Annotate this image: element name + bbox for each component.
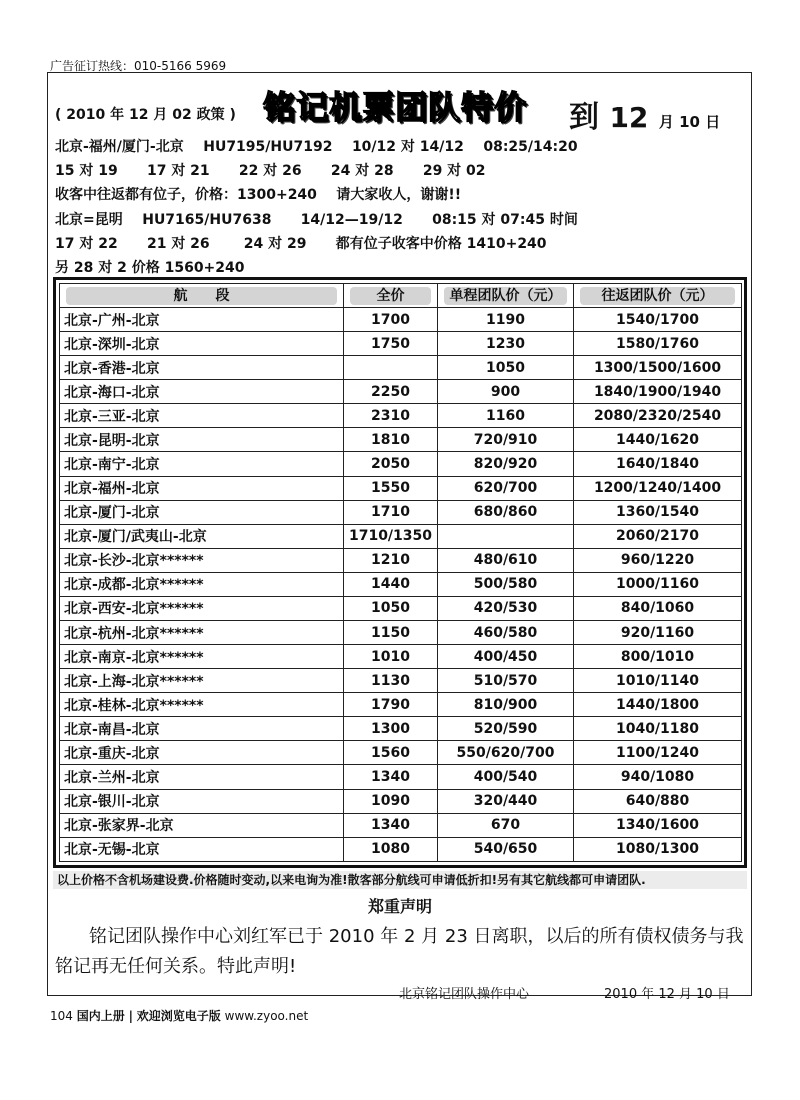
table-row bbox=[60, 356, 742, 380]
cell-full-price: 1130 bbox=[344, 669, 438, 693]
cell-round-trip-price: 1300/1500/1600 bbox=[574, 356, 742, 380]
cell-route: 北京-三亚-北京 bbox=[60, 404, 344, 428]
cell-route: 北京-重庆-北京 bbox=[60, 741, 344, 765]
cell-full-price: 1700 bbox=[344, 308, 438, 332]
cell-one-way-price: 550/620/700 bbox=[438, 741, 574, 765]
page-number: 104 bbox=[50, 1009, 73, 1023]
promo-text: 欢迎浏览电子版 bbox=[136, 1009, 221, 1023]
cell-round-trip-price: 800/1010 bbox=[574, 645, 742, 669]
cell-full-price bbox=[344, 356, 438, 380]
cell-route: 北京-成都-北京****** bbox=[60, 572, 344, 596]
cell-route: 北京-上海-北京****** bbox=[60, 669, 344, 693]
website-url: www.zyoo.net bbox=[224, 1009, 309, 1023]
declaration-signer: 北京铭记团队操作中心 bbox=[399, 987, 530, 1002]
cell-round-trip-price: 1540/1700 bbox=[574, 308, 742, 332]
table-row bbox=[60, 596, 742, 620]
table-row bbox=[60, 500, 742, 524]
table-row bbox=[60, 693, 742, 717]
cell-route: 北京-昆明-北京 bbox=[60, 428, 344, 452]
cell-route: 北京-厦门/武夷山-北京 bbox=[60, 524, 344, 548]
cell-route: 北京-杭州-北京****** bbox=[60, 621, 344, 645]
cell-one-way-price: 720/910 bbox=[438, 428, 574, 452]
cell-full-price: 1440 bbox=[344, 572, 438, 596]
cell-round-trip-price: 920/1160 bbox=[574, 621, 742, 645]
cell-one-way-price: 420/530 bbox=[438, 596, 574, 620]
cell-full-price: 1210 bbox=[344, 548, 438, 572]
cell-route: 北京-厦门-北京 bbox=[60, 500, 344, 524]
cell-one-way-price: 510/570 bbox=[438, 669, 574, 693]
cell-round-trip-price: 1340/1600 bbox=[574, 813, 742, 837]
table-row bbox=[60, 717, 742, 741]
cell-one-way-price: 680/860 bbox=[438, 500, 574, 524]
declaration-title: 郑重声明 bbox=[367, 897, 432, 916]
table-row bbox=[60, 837, 742, 861]
cell-one-way-price: 1190 bbox=[438, 308, 574, 332]
table-row bbox=[60, 548, 742, 572]
cell-one-way-price: 320/440 bbox=[438, 789, 574, 813]
cell-full-price: 1010 bbox=[344, 645, 438, 669]
cell-full-price: 1710/1350 bbox=[344, 524, 438, 548]
cell-route: 北京-银川-北京 bbox=[60, 789, 344, 813]
cell-route: 北京-南宁-北京 bbox=[60, 452, 344, 476]
brand-title: 铭记机票团队特价 bbox=[263, 88, 528, 126]
cell-round-trip-price: 1200/1240/1400 bbox=[574, 476, 742, 500]
cell-round-trip-price: 1360/1540 bbox=[574, 500, 742, 524]
cell-round-trip-price: 1580/1760 bbox=[574, 332, 742, 356]
section-name: 国内上册 bbox=[76, 1009, 125, 1023]
cell-one-way-price bbox=[438, 524, 574, 548]
price-table bbox=[59, 283, 742, 862]
cell-round-trip-price: 1040/1180 bbox=[574, 717, 742, 741]
cell-full-price: 1150 bbox=[344, 621, 438, 645]
cell-full-price: 1080 bbox=[344, 837, 438, 861]
cell-full-price: 1050 bbox=[344, 596, 438, 620]
cell-round-trip-price: 1440/1800 bbox=[574, 693, 742, 717]
cell-route: 北京-张家界-北京 bbox=[60, 813, 344, 837]
table-row bbox=[60, 621, 742, 645]
declaration-date: 2010 年 12 月 10 日 bbox=[604, 987, 730, 1002]
valid-until-tail: 月 10 日 bbox=[658, 113, 721, 131]
valid-until bbox=[569, 92, 720, 136]
ad-hotline: 广告征订热线：010-5166 5969 bbox=[50, 59, 227, 73]
cell-route: 北京-香港-北京 bbox=[60, 356, 344, 380]
info-line: 收客中往返都有位子，价格：1300+240 请大家收人，谢谢!! bbox=[55, 187, 462, 204]
cell-one-way-price: 400/450 bbox=[438, 645, 574, 669]
cell-one-way-price: 1160 bbox=[438, 404, 574, 428]
info-line: 17 对 22 21 对 26 24 对 29 都有位子收客中价格 1410+240 bbox=[55, 235, 547, 252]
cell-route: 北京-深圳-北京 bbox=[60, 332, 344, 356]
cell-one-way-price: 480/610 bbox=[438, 548, 574, 572]
cell-one-way-price: 400/540 bbox=[438, 765, 574, 789]
info-line: 15 对 19 17 对 21 22 对 26 24 对 28 29 对 02 bbox=[55, 163, 486, 180]
table-row bbox=[60, 428, 742, 452]
cell-round-trip-price: 1080/1300 bbox=[574, 837, 742, 861]
cell-round-trip-price: 1000/1160 bbox=[574, 572, 742, 596]
col-header-one-way: 单程团队价（元） bbox=[438, 284, 574, 308]
cell-one-way-price: 1050 bbox=[438, 356, 574, 380]
cell-round-trip-price: 960/1220 bbox=[574, 548, 742, 572]
cell-full-price: 1340 bbox=[344, 813, 438, 837]
table-row bbox=[60, 645, 742, 669]
cell-full-price: 1810 bbox=[344, 428, 438, 452]
cell-one-way-price: 1230 bbox=[438, 332, 574, 356]
table-row bbox=[60, 572, 742, 596]
cell-route: 北京-桂林-北京****** bbox=[60, 693, 344, 717]
table-row bbox=[60, 452, 742, 476]
cell-full-price: 1340 bbox=[344, 765, 438, 789]
table-row bbox=[60, 476, 742, 500]
price-notice: 以上价格不含机场建设费.价格随时变动,以来电询为准!散客部分航线可申请低折扣!另有其它航线都可申请团队. bbox=[53, 871, 747, 889]
cell-one-way-price: 540/650 bbox=[438, 837, 574, 861]
page-footer bbox=[50, 1007, 308, 1024]
table-row bbox=[60, 813, 742, 837]
table-row bbox=[60, 789, 742, 813]
table-row bbox=[60, 380, 742, 404]
table-row bbox=[60, 308, 742, 332]
valid-until-month: 12 bbox=[609, 101, 649, 134]
cell-full-price: 2310 bbox=[344, 404, 438, 428]
cell-one-way-price: 520/590 bbox=[438, 717, 574, 741]
col-header-route: 航 段 bbox=[60, 284, 344, 308]
footer-separator: | bbox=[128, 1009, 133, 1023]
policy-date: ( 2010 年 12 月 02 政策 ) bbox=[55, 107, 236, 123]
cell-full-price: 2250 bbox=[344, 380, 438, 404]
cell-route: 北京-广州-北京 bbox=[60, 308, 344, 332]
cell-round-trip-price: 840/1060 bbox=[574, 596, 742, 620]
cell-one-way-price: 670 bbox=[438, 813, 574, 837]
cell-full-price: 1560 bbox=[344, 741, 438, 765]
cell-full-price: 1300 bbox=[344, 717, 438, 741]
cell-one-way-price: 810/900 bbox=[438, 693, 574, 717]
cell-round-trip-price: 1840/1900/1940 bbox=[574, 380, 742, 404]
cell-round-trip-price: 2080/2320/2540 bbox=[574, 404, 742, 428]
cell-one-way-price: 820/920 bbox=[438, 452, 574, 476]
cell-route: 北京-西安-北京****** bbox=[60, 596, 344, 620]
cell-full-price: 1090 bbox=[344, 789, 438, 813]
cell-route: 北京-海口-北京 bbox=[60, 380, 344, 404]
cell-route: 北京-兰州-北京 bbox=[60, 765, 344, 789]
flight-info bbox=[55, 136, 745, 281]
title-row bbox=[55, 80, 745, 135]
valid-until-to: 到 bbox=[569, 100, 599, 135]
cell-round-trip-price: 2060/2170 bbox=[574, 524, 742, 548]
table-row bbox=[60, 404, 742, 428]
info-line: 另 28 对 2 价格 1560+240 bbox=[55, 259, 245, 276]
cell-round-trip-price: 1640/1840 bbox=[574, 452, 742, 476]
cell-round-trip-price: 640/880 bbox=[574, 789, 742, 813]
cell-route: 北京-福州-北京 bbox=[60, 476, 344, 500]
info-line: 北京=昆明 HU7165/HU7638 14/12—19/12 08:15 对 07:45 时间 bbox=[55, 211, 578, 228]
cell-one-way-price: 900 bbox=[438, 380, 574, 404]
cell-one-way-price: 620/700 bbox=[438, 476, 574, 500]
cell-full-price: 1550 bbox=[344, 476, 438, 500]
cell-route: 北京-无锡-北京 bbox=[60, 837, 344, 861]
cell-round-trip-price: 1100/1240 bbox=[574, 741, 742, 765]
cell-route: 北京-南昌-北京 bbox=[60, 717, 344, 741]
table-row bbox=[60, 332, 742, 356]
col-header-round-trip: 往返团队价（元） bbox=[574, 284, 742, 308]
cell-route: 北京-南京-北京****** bbox=[60, 645, 344, 669]
price-table-frame bbox=[53, 277, 747, 868]
cell-full-price: 2050 bbox=[344, 452, 438, 476]
col-header-full-price: 全价 bbox=[344, 284, 438, 308]
cell-round-trip-price: 1010/1140 bbox=[574, 669, 742, 693]
cell-round-trip-price: 1440/1620 bbox=[574, 428, 742, 452]
table-row bbox=[60, 669, 742, 693]
cell-one-way-price: 460/580 bbox=[438, 621, 574, 645]
table-row bbox=[60, 765, 742, 789]
table-row bbox=[60, 524, 742, 548]
declaration-body: 铭记团队操作中心刘红军已于 2010 年 2 月 23 日离职，以后的所有债权债务与我铭记再无任何关系。特此声明! bbox=[55, 926, 744, 977]
table-row bbox=[60, 741, 742, 765]
cell-one-way-price: 500/580 bbox=[438, 572, 574, 596]
info-line: 北京-福州/厦门-北京 HU7195/HU7192 10/12 对 14/12 08:25/14:20 bbox=[55, 139, 578, 155]
cell-full-price: 1790 bbox=[344, 693, 438, 717]
cell-route: 北京-长沙-北京****** bbox=[60, 548, 344, 572]
cell-round-trip-price: 940/1080 bbox=[574, 765, 742, 789]
cell-full-price: 1710 bbox=[344, 500, 438, 524]
cell-full-price: 1750 bbox=[344, 332, 438, 356]
